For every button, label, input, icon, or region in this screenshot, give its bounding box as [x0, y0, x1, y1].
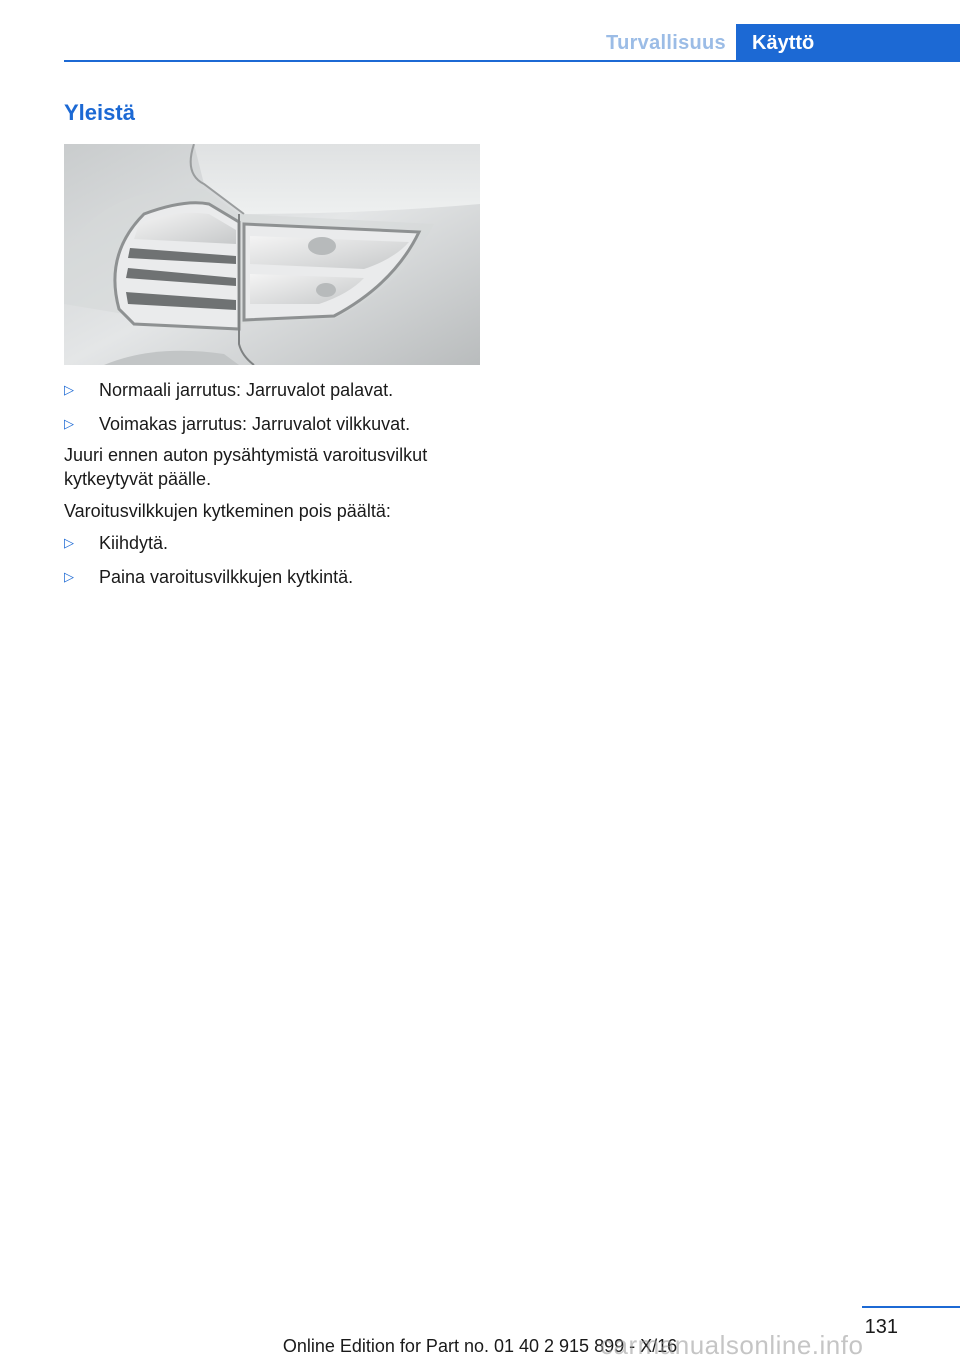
paragraph-hazard-info: Juuri ennen auton pysähtymistä varoitusvilkut kytkeytyvät päälle.: [64, 445, 428, 489]
brake-light-list: [64, 378, 484, 446]
triangle-bullet-icon: ▷: [64, 416, 74, 431]
triangle-bullet-icon: ▷: [64, 535, 74, 550]
footer-edition-text: Online Edition for Part no. 01 40 2 915 899 - X/16: [282, 1336, 678, 1356]
list-item: [64, 531, 484, 555]
car-tail-light-illustration: [64, 144, 480, 365]
list-item-text: Voimakas jarrutus: Jarruvalot vilkkuvat.: [99, 414, 411, 434]
hazard-off-list: [64, 531, 484, 599]
section-title: Yleistä: [64, 100, 135, 125]
triangle-bullet-icon: ▷: [64, 569, 74, 584]
page-number: 131: [864, 1316, 898, 1338]
list-item: [64, 412, 484, 436]
triangle-bullet-icon: ▷: [64, 382, 74, 397]
list-item: [64, 378, 484, 402]
paragraph-hazard-off: Varoitusvilkkujen kytkeminen pois päältä:: [64, 501, 391, 521]
list-item-text: Kiihdytä.: [99, 533, 169, 553]
header-chapter-tab[interactable]: Käyttö: [736, 24, 960, 62]
header-section-tab[interactable]: Turvallisuus: [606, 32, 726, 54]
list-item-text: Paina varoitusvilkkujen kytkintä.: [99, 567, 354, 587]
list-item-text: Normaali jarrutus: Jarruvalot palavat.: [99, 380, 394, 400]
footer-rule: [862, 1306, 960, 1308]
watermark: carmanualsonline.info: [600, 1330, 864, 1360]
list-item: [64, 565, 484, 589]
